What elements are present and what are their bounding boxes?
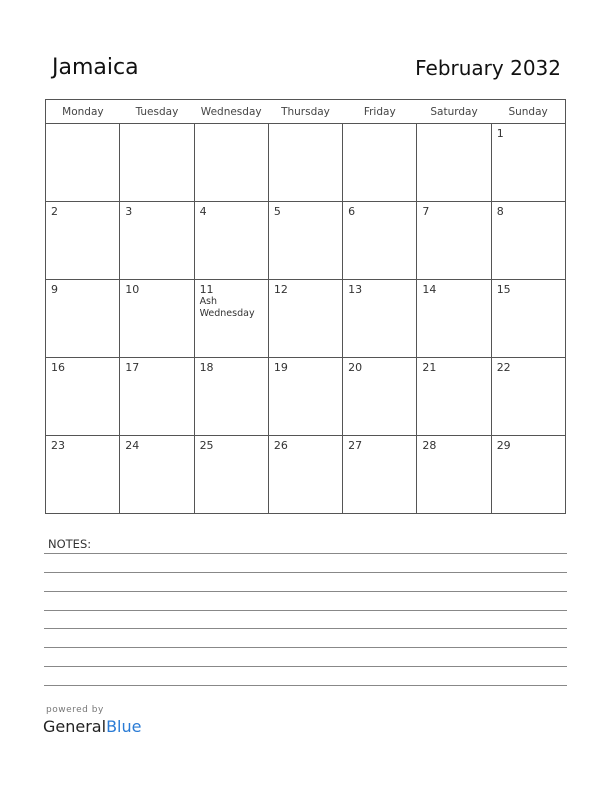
day-number: 20 <box>348 361 363 374</box>
note-line <box>44 553 567 554</box>
day-number <box>417 124 490 127</box>
day-cell <box>268 280 342 358</box>
day-cell <box>46 202 120 280</box>
day-cell <box>46 358 120 436</box>
day-number: 6 <box>348 205 356 218</box>
day-number: 26 <box>273 439 288 452</box>
day-cell <box>194 358 268 436</box>
day-cell <box>343 436 417 514</box>
day-number: 23 <box>51 439 65 452</box>
week-row <box>46 124 566 202</box>
day-number: 28 <box>422 439 437 452</box>
weekday-sunday: Sunday <box>491 100 565 124</box>
day-cell <box>491 280 565 358</box>
day-number: 21 <box>422 361 437 374</box>
note-line <box>44 610 567 611</box>
day-cell <box>120 202 194 280</box>
calendar-country-title: Jamaica <box>52 55 139 80</box>
day-number <box>195 124 268 127</box>
note-line <box>44 666 567 667</box>
day-cell <box>417 436 491 514</box>
day-cell <box>268 124 342 202</box>
day-cell <box>120 358 194 436</box>
day-cell <box>417 280 491 358</box>
day-number: 7 <box>422 205 430 218</box>
day-cell <box>268 202 342 280</box>
day-number: 14 <box>422 283 437 296</box>
day-cell <box>268 358 342 436</box>
weekday-saturday: Saturday <box>417 100 491 124</box>
day-cell <box>491 202 565 280</box>
note-line <box>44 647 567 648</box>
day-cell <box>194 124 268 202</box>
day-number: 1 <box>496 127 504 140</box>
day-cell <box>46 124 120 202</box>
notes-label: NOTES: <box>48 537 92 551</box>
day-number: 8 <box>496 205 504 218</box>
day-number <box>343 124 416 127</box>
day-number: 2 <box>51 205 58 218</box>
day-number: 18 <box>199 361 214 374</box>
calendar-grid <box>45 99 566 514</box>
day-number: 5 <box>273 205 281 218</box>
day-cell <box>417 358 491 436</box>
day-cell <box>343 124 417 202</box>
day-cell <box>194 436 268 514</box>
day-cell <box>120 124 194 202</box>
day-cell <box>194 202 268 280</box>
week-row <box>46 436 566 514</box>
day-number: 13 <box>348 283 363 296</box>
powered-by-text: powered by <box>46 705 104 715</box>
day-number: 12 <box>273 283 288 296</box>
day-number: 3 <box>125 205 133 218</box>
day-cell <box>120 280 194 358</box>
day-number: 16 <box>51 361 65 374</box>
note-line <box>44 628 567 629</box>
day-cell <box>343 202 417 280</box>
brand-name-general: General <box>43 717 107 736</box>
weekday-tuesday: Tuesday <box>120 100 194 124</box>
note-line <box>44 685 567 686</box>
day-number: 29 <box>496 439 511 452</box>
weekday-header-row <box>46 100 566 124</box>
day-cell <box>417 124 491 202</box>
day-number: 19 <box>273 361 288 374</box>
day-cell <box>491 436 565 514</box>
week-row <box>46 358 566 436</box>
day-cell <box>268 436 342 514</box>
day-number: 22 <box>496 361 511 374</box>
holiday-event: Ash Wednesday <box>199 296 255 319</box>
day-number: 9 <box>51 283 58 296</box>
day-number: 24 <box>125 439 140 452</box>
week-row <box>46 202 566 280</box>
week-row <box>46 280 566 358</box>
day-number: 15 <box>496 283 511 296</box>
day-number <box>269 124 342 127</box>
day-cell <box>194 280 268 358</box>
weekday-friday: Friday <box>343 100 417 124</box>
day-number: 25 <box>199 439 214 452</box>
day-cell <box>46 280 120 358</box>
day-number: 27 <box>348 439 363 452</box>
day-cell <box>343 280 417 358</box>
weekday-thursday: Thursday <box>268 100 342 124</box>
day-number <box>120 124 193 127</box>
day-number: 4 <box>199 205 207 218</box>
brand-logo <box>43 717 141 736</box>
note-line <box>44 572 567 573</box>
day-number: 10 <box>125 283 140 296</box>
day-number <box>46 124 119 127</box>
day-number: 11 <box>199 283 214 296</box>
weekday-monday: Monday <box>46 100 120 124</box>
brand-name-blue: Blue <box>106 717 142 736</box>
day-cell <box>491 358 565 436</box>
weekday-wednesday: Wednesday <box>194 100 268 124</box>
day-number: 17 <box>125 361 140 374</box>
day-cell <box>343 358 417 436</box>
day-cell <box>491 124 565 202</box>
note-line <box>44 591 567 592</box>
day-cell <box>120 436 194 514</box>
day-cell <box>417 202 491 280</box>
day-cell <box>46 436 120 514</box>
calendar-month-title: February 2032 <box>415 56 561 80</box>
